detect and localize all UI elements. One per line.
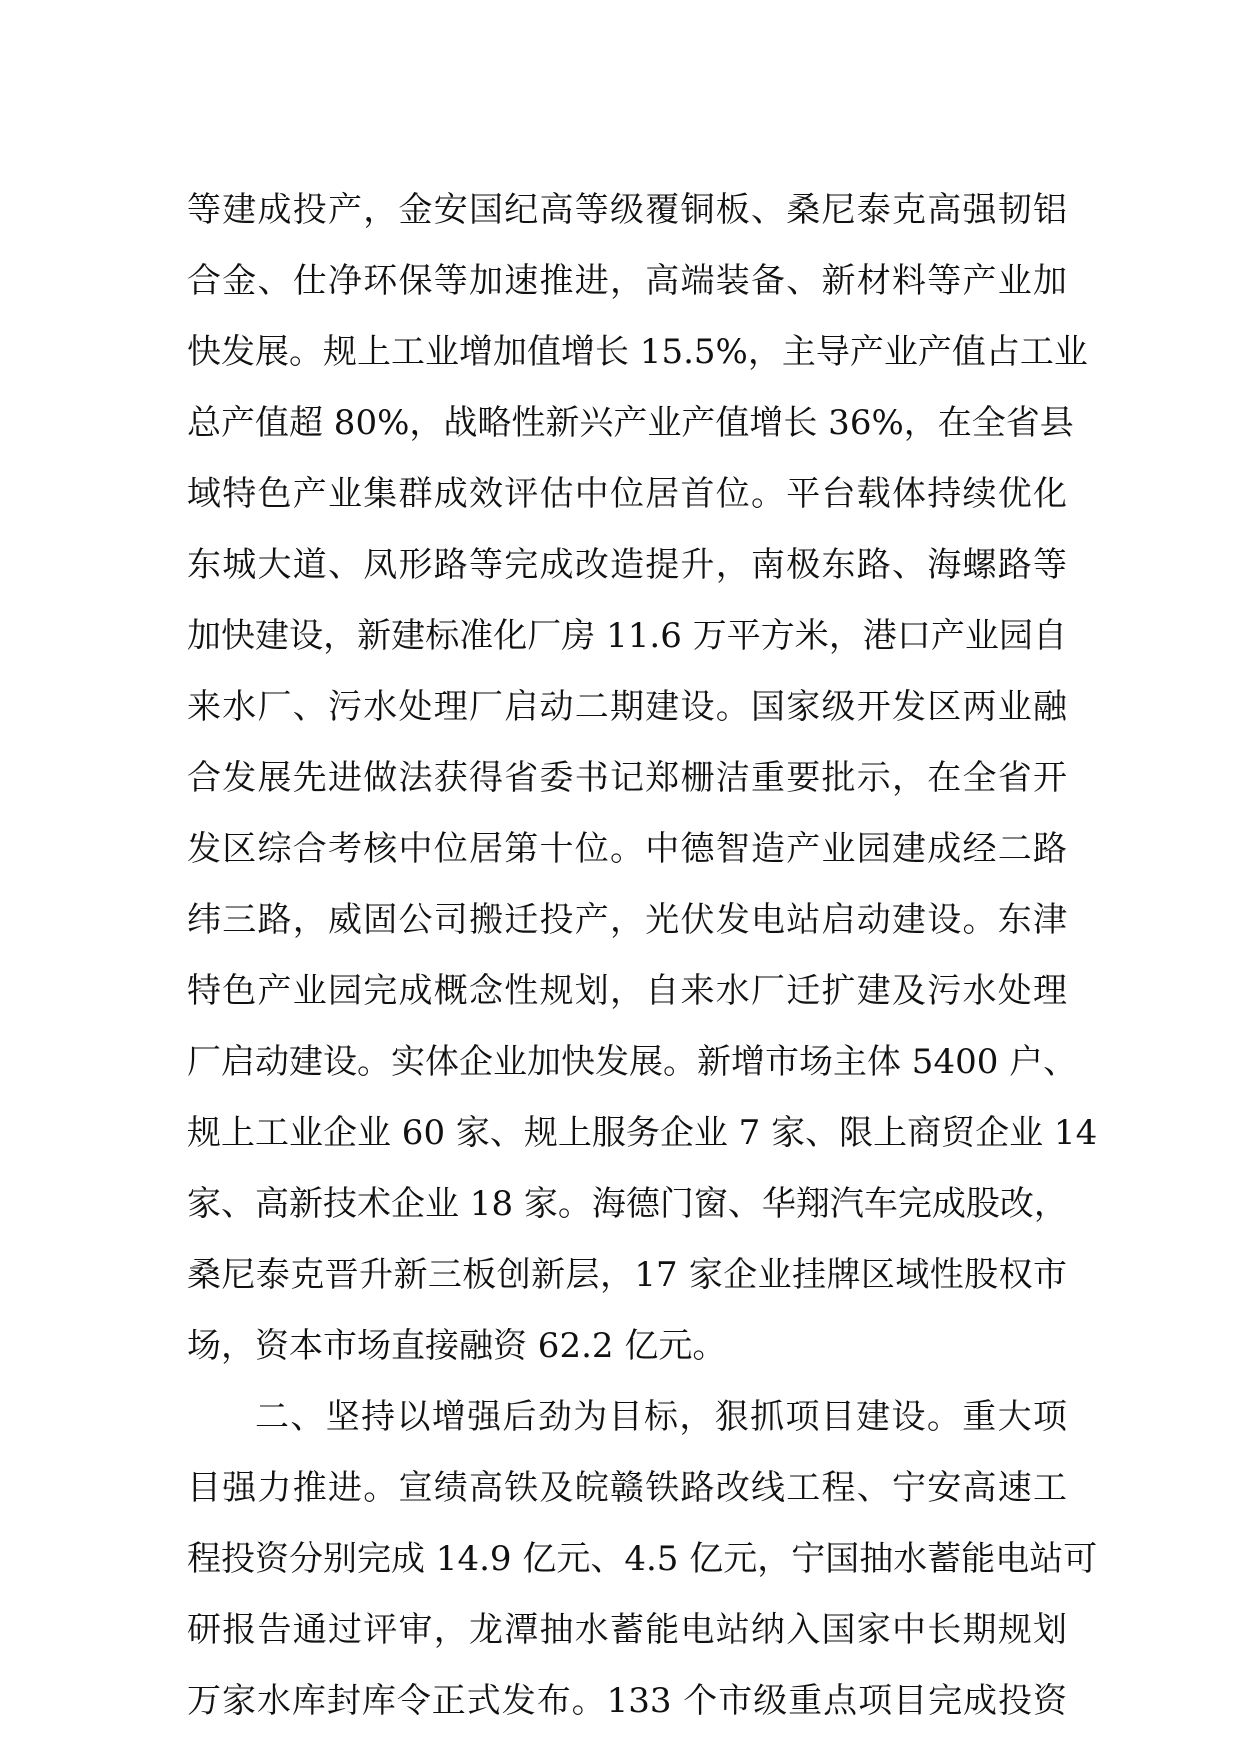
text-line: 合金、仕净环保等加速推进，高端装备、新材料等产业加 <box>187 261 1067 301</box>
text-line: 加快建设，新建标准化厂房 11.6 万平方米，港口产业园自 <box>187 616 1067 656</box>
text-line: 研报告通过评审，龙潭抽水蓄能电站纳入国家中长期规划 <box>187 1610 1067 1650</box>
text-line: 程投资分别完成 14.9 亿元、4.5 亿元，宁国抽水蓄能电站可 <box>187 1539 1098 1579</box>
text-line: 快发展。规上工业增加值增长 15.5%，主导产业产值占工业 <box>187 332 1088 372</box>
text-line: 厂启动建设。实体企业加快发展。新增市场主体 5400 户、 <box>187 1042 1078 1082</box>
text-line: 桑尼泰克晋升新三板创新层，17 家企业挂牌区域性股权市 <box>187 1255 1067 1295</box>
text-line: 规上工业企业 60 家、规上服务企业 7 家、限上商贸企业 14 <box>187 1113 1098 1153</box>
text-line: 来水厂、污水处理厂启动二期建设。国家级开发区两业融 <box>187 687 1067 727</box>
text-line: 等建成投产，金安国纪高等级覆铜板、桑尼泰克高强韧铝 <box>187 190 1067 230</box>
text-line: 特色产业园完成概念性规划，自来水厂迁扩建及污水处理 <box>187 971 1067 1011</box>
text-line: 域特色产业集群成效评估中位居首位。平台载体持续优化 <box>187 474 1067 514</box>
text-line: 合发展先进做法获得省委书记郑栅洁重要批示，在全省开 <box>187 758 1067 798</box>
text-line: 纬三路，威固公司搬迁投产，光伏发电站启动建设。东津 <box>187 900 1067 940</box>
text-line: 东城大道、凤形路等完成改造提升，南极东路、海螺路等 <box>187 545 1067 585</box>
section-heading-line: 二、坚持以增强后劲为目标，狠抓项目建设。重大项 <box>255 1397 1067 1437</box>
text-line: 万家水库封库令正式发布。133 个市级重点项目完成投资 <box>187 1681 1067 1721</box>
text-line: 家、高新技术企业 18 家。海德门窗、华翔汽车完成股改， <box>187 1184 1068 1224</box>
text-line: 总产值超 80%，战略性新兴产业产值增长 36%，在全省县 <box>187 403 1074 443</box>
body-text <box>187 175 1098 1737</box>
text-line: 发区综合考核中位居第十位。中德智造产业园建成经二路 <box>187 829 1067 869</box>
text-line: 目强力推进。宣绩高铁及皖赣铁路改线工程、宁安高速工 <box>187 1468 1067 1508</box>
text-line: 场，资本市场直接融资 62.2 亿元。 <box>187 1326 727 1366</box>
